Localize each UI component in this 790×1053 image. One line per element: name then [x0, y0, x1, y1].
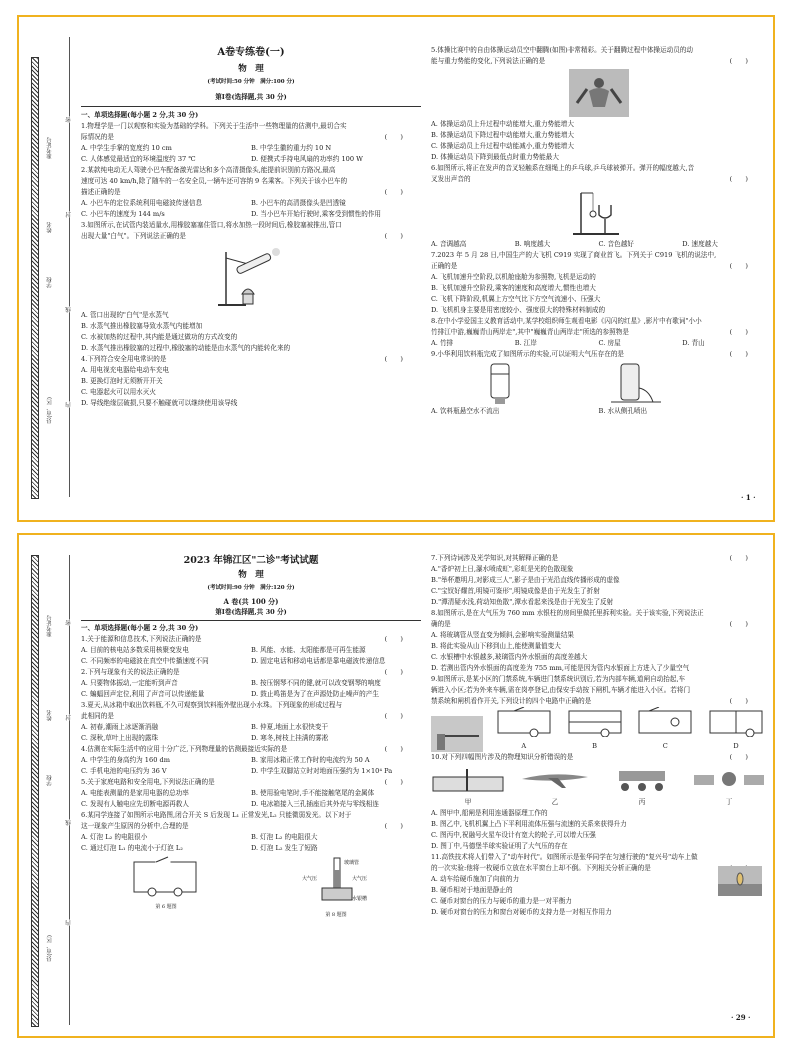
fig10-label: 甲	[464, 798, 472, 806]
coin-on-sill-photo	[718, 866, 762, 896]
right-column	[431, 45, 766, 417]
option: D. 青山	[682, 339, 705, 347]
binding-strip	[31, 57, 39, 499]
figure-caption: 第 6 题图	[155, 904, 177, 910]
side-mark: 内	[66, 402, 72, 408]
option: A. 饮料瓶悬空水不流出	[431, 407, 500, 415]
bottle-figure-a	[431, 360, 581, 406]
fig8-label: 大气压	[302, 876, 318, 882]
answer-blank: ( )	[384, 822, 403, 830]
answer-blank: ( )	[729, 350, 748, 358]
question-2: 2.某款纯电动无人驾驶小巴车配备激光雷达和多个高清摄像头,能提前识别前方路况,最高	[81, 166, 336, 174]
option: D. 当小巴车开始行驶时,乘客受到惯性的作用	[251, 210, 382, 218]
torricelli-figure-8	[296, 856, 376, 906]
question-7: 7.下列诗词涉及光学知识,对其解释正确的是	[431, 554, 559, 562]
option: C. 体操运动员上升过程中动能减小,重力势能增大	[431, 142, 574, 150]
right-column	[431, 553, 766, 918]
exam-info: (考试时间:50 分钟 满分:100 分)	[207, 79, 295, 85]
option: C. 小巴车的速度为 144 m/s	[81, 210, 165, 218]
circuit-label: B	[592, 742, 597, 750]
option: B. 将此实验从山下移到山上,能使测量值变大	[431, 642, 561, 650]
option: C. 手机电池的电压约为 36 V	[81, 767, 167, 775]
magdeburg-figure	[692, 763, 766, 793]
left-column	[81, 553, 421, 921]
question-1: 1.物理学是一门以观察和实验为基础的学科。下列关于生活中一些物理量的估测中,最切合实	[81, 122, 347, 130]
circuit-label: D	[733, 742, 739, 750]
option: A."香炉初上日,瀑水喷成虹",彩虹是光的色散现象	[431, 565, 574, 573]
question-3: 3.如图所示,在试管内装适量水,用橡胶塞塞住管口,将水加热一段时间后,橡胶塞被推出,管口	[81, 221, 342, 229]
subject: 物 理	[238, 64, 264, 74]
part-title: 第Ⅰ卷(选择题,共 30 分)	[215, 608, 287, 616]
option: A. 将玻璃管从竖直变为倾斜,会影响实验测量结果	[431, 631, 574, 639]
answer-blank: ( )	[384, 133, 403, 141]
option: B. 小巴车的高清摄像头是凹透镜	[251, 199, 346, 207]
side-label-school: 学校	[47, 775, 53, 786]
side-label-exam-number: 准考证号	[47, 615, 53, 637]
question-9: 9.小华利用饮料瓶完成了如图所示的实验,可以证明大气压存在的是	[431, 350, 625, 358]
answer-blank: ( )	[384, 635, 403, 643]
section-heading: 一、单项选择题(每小题 2 分,共 30 分)	[81, 624, 199, 632]
option: A. 用电视充电器给电动车充电	[81, 366, 170, 374]
side-label-school: 学校	[47, 277, 53, 288]
option: A. 电能表测量的是家用电器的总功率	[81, 789, 189, 797]
question-8: 8.如图所示,是在大气压为 760 mm 水银柱的房间里做托里拆利实验。关于该实验,下列说法正	[431, 609, 704, 617]
test-tube-figure	[216, 244, 286, 308]
option: D. 灯泡 L₂ 发生了短路	[251, 844, 318, 852]
option: C."宝钗好耀首,明镜可鉴形",明镜成像是由于光发生了折射	[431, 587, 600, 595]
question-1-cont: 际情况的是	[81, 133, 114, 141]
side-mark: 密	[66, 620, 72, 626]
page-number: · 29 ·	[731, 1013, 751, 1022]
side-mark: 封	[66, 715, 72, 721]
option: C. 飞机下降阶段,机翼上方空气比下方空气流速小、压强大	[431, 295, 601, 303]
question-11-cont: 的一次实验:他将一枚硬币立放在水平窗台上却不倒。下列相关分析正确的是	[431, 864, 651, 872]
page-number: · 1 ·	[741, 493, 756, 502]
fig8-label: 大气压	[352, 876, 368, 882]
option: A. 目前的核电站多数采用核聚变发电	[81, 646, 189, 654]
question-6-cont: 这一现象产生原因的分析中,合理的是	[81, 822, 189, 830]
option: B. 更换灯泡时无须断开开关	[81, 377, 163, 385]
exam-info: (考试时间:90 分钟 满分:120 分)	[207, 585, 295, 591]
option: C. 人体感觉最适宜的环境温度约 37 ℃	[81, 155, 196, 163]
question-10: 10.对下列四幅图片涉及的物理知识分析错误的是	[431, 753, 574, 761]
question-9: 9.如图所示,是某小区的门禁系统,车辆进门禁系统识别后,若为内部车辆,道闸自动抬起,车	[431, 675, 686, 683]
option: A. 中学生手掌的宽度约 10 cm	[81, 144, 172, 152]
option: A. 小巴车的定位系统利用电磁波传递信息	[81, 199, 203, 207]
option: A. 动车给硬币施加了向前的力	[431, 875, 520, 883]
option: A. 音调越高	[431, 240, 467, 248]
answer-blank: ( )	[384, 188, 403, 196]
question-7: 7.2023 年 5 月 28 日,中国生产的大飞机 C919 实现了商业首飞。下列关于 C919 飞机的说法中,	[431, 251, 717, 259]
option: A. 图甲中,船闸是利用连通器原理工作的	[431, 809, 548, 817]
question-9-cont: 辆进入小区;若为外来车辆,需在岗亭登记,由保安手动按下闸机,车辆才能进入小区。若将门	[431, 686, 691, 694]
answer-blank: ( )	[729, 175, 748, 183]
left-column	[81, 45, 421, 409]
question-6: 6.如图所示,将正在发声的音叉轻触系在细绳上的乒乓球,乒乓球被弹开。弹开的幅度越大,音	[431, 164, 695, 172]
option: B. 飞机加速升空阶段,乘客的速度和高度增大,惯性也增大	[431, 284, 596, 292]
question-6: 6.某同学连接了如图所示电路图,闭合开关 S 后发现 L₁ 正常发光,L₂ 只能微弱发光。以下对于	[81, 811, 352, 819]
option: D. 鼓止鸣笛是为了在声源处防止噪声的产生	[251, 690, 379, 698]
answer-blank: ( )	[384, 745, 403, 753]
option: B. 家用冰箱正常工作时的电流约为 50 A	[251, 756, 370, 764]
option: D. 飞机机身主要是用密度较小、强度很大的特殊材料制成的	[431, 306, 606, 314]
airplane-figure	[518, 763, 592, 793]
question-5: 5.关于家庭电路和安全用电,下列说法正确的是	[81, 778, 215, 786]
question-2-cont: 描述正确的是	[81, 188, 121, 196]
fig10-label: 乙	[551, 798, 559, 806]
circuit-option-c	[635, 707, 695, 737]
option: D."潭清疑水浅,荷动知鱼散",潭水看起来浅是由于光发生了反射	[431, 598, 614, 606]
option: B. 风能、水能、太阳能都是可再生能源	[251, 646, 366, 654]
option: D. 图丁中,马德堡半球实验证明了大气压的存在	[431, 842, 568, 850]
option: C. 发现有人触电应先切断电源再救人	[81, 800, 189, 808]
option: D. 寒冬,树枝上挂满的雾凇	[251, 734, 329, 742]
answer-blank: ( )	[729, 697, 748, 705]
question-3: 3.夏天,从冰箱中取出饮料瓶,不久可观察到饮料瓶外壁出现小水珠。下列现象的形成过程与	[81, 701, 343, 709]
answer-blank: ( )	[384, 355, 403, 363]
option: B. 水蒸气推出橡胶塞导致水蒸气内能增加	[81, 322, 203, 330]
side-label-name: 姓名	[47, 710, 53, 721]
circuit-label: C	[662, 742, 668, 750]
question-8-cont: 确的是	[431, 620, 451, 628]
option: C. 房屋	[598, 339, 621, 347]
circuit-label: A	[521, 742, 527, 750]
option: C. 蝙蝠回声定位,利用了声音可以传递能量	[81, 690, 205, 698]
option: C. 硬币对窗台的压力与硬币的重力是一对平衡力	[431, 897, 572, 905]
side-mark: 线	[66, 820, 72, 826]
gate-photo	[431, 716, 483, 752]
page-title: 2023 年锦江区"二诊"考试试题	[183, 555, 319, 566]
option: D. 电冰箱接入三孔插座后其外壳与零线相连	[251, 800, 379, 808]
question-3-cont: 出现大量"白气"。下列说法正确的是	[81, 232, 186, 240]
option: D. 中学生双脚站立时对地面压强约为 1×10⁴ Pa	[251, 767, 393, 775]
option: B. 江岸	[514, 339, 537, 347]
figure-caption: 第 8 题图	[325, 912, 347, 918]
gymnast-photo	[569, 69, 629, 117]
circuit-option-d	[706, 707, 766, 737]
option: C. 电器起火可以用水灭火	[81, 388, 156, 396]
option: A. 初春,潮雨上冰逐渐消融	[81, 723, 158, 731]
question-5: 5.体操比赛中的自由体操运动员空中翻腾(如图)非常精彩。关于翻腾过程中体操运动员的动	[431, 46, 693, 54]
side-mark: 线	[66, 307, 72, 313]
binding-line	[69, 37, 70, 497]
part-title: 第Ⅰ卷(选择题,共 30 分)	[215, 93, 287, 101]
question-11: 11.高铁技术将人们带入了"动车时代"。如图所示是张华同学在匀速行驶的"复兴号"动车上做	[431, 853, 698, 861]
binding-line	[69, 555, 70, 1025]
tuning-fork-figure	[569, 187, 629, 237]
option: B. 体操运动员下降过程中动能增大,重力势能增大	[431, 131, 575, 139]
question-4: 4.估测在实际生活中的应用十分广泛,下列物理量的估测最接近实际的是	[81, 745, 288, 753]
question-4: 4.下列符合安全用电常识的是	[81, 355, 167, 363]
option: D. 导线绝缘层破损,只要不触碰就可以继续使用该导线	[81, 399, 238, 407]
question-2-cont: 速度可达 40 km/h,除了随车的一名安全员,一辆车还可容纳 9 名乘客。下列关于该小巴车的	[81, 177, 348, 185]
subject: 物 理	[238, 570, 264, 580]
option: C. 图丙中,祝融号火星车设计有宽大的轮子,可以增大压强	[431, 831, 596, 839]
question-3-cont: 此相同的是	[81, 712, 114, 720]
circuit-option-b	[565, 707, 625, 737]
answer-blank: ( )	[384, 668, 403, 676]
option: D. 速度越大	[682, 240, 718, 248]
option: C. 水被加热的过程中,其内能是通过做功的方式改变的	[81, 333, 238, 341]
side-mark: 密	[66, 117, 72, 123]
option: B. 中学生徽的重力约 10 N	[251, 144, 332, 152]
fig10-label: 丙	[638, 798, 646, 806]
option: B. 硬币相对于地面是静止的	[431, 886, 513, 894]
ship-lock-figure	[431, 763, 505, 793]
binding-strip	[31, 555, 39, 1027]
answer-blank: ( )	[729, 57, 748, 65]
option: B. 使用验电笔时,手不能接触笔尾的金属体	[251, 789, 375, 797]
option: C. 音色越好	[598, 240, 634, 248]
option: D. 便携式手持电风扇的功率约 100 W	[251, 155, 363, 163]
question-6-cont: 叉发出声音的	[431, 175, 471, 183]
exam-page-2	[17, 533, 775, 1038]
side-label-district: 县(市、区)	[47, 935, 53, 962]
side-label-name: 姓名	[47, 222, 53, 233]
option: B. 按压钢琴不同的键,就可以改变钢琴的响度	[251, 679, 381, 687]
mars-rover-figure	[605, 763, 679, 793]
option: B. 水从侧孔喷出	[598, 407, 648, 415]
side-mark: 内	[66, 920, 72, 926]
answer-blank: ( )	[729, 328, 748, 336]
side-label-exam-number: 准考证号	[47, 137, 53, 159]
option: A. 体操运动员上升过程中动能增大,重力势能增大	[431, 120, 574, 128]
section-heading: 一、单项选择题(每小题 2 分,共 30 分)	[81, 111, 199, 119]
option: C. 通过灯泡 L₁ 的电流小于灯泡 L₂	[81, 844, 183, 852]
fig8-label: 水银槽	[352, 896, 368, 902]
option: A. 管口出现的"白气"是水蒸气	[81, 311, 169, 319]
option: A. 只要物体振动,一定能听到声音	[81, 679, 178, 687]
page-title: A卷专练卷(一)	[217, 47, 285, 58]
question-8-cont: 竹排江中游,巍巍青山两岸走",其中"巍巍青山两岸走"所选的参照物是	[431, 328, 629, 336]
side-label-district: 县(市、区)	[47, 397, 53, 424]
answer-blank: ( )	[729, 620, 748, 628]
paper-a-title: A 卷(共 100 分)	[223, 597, 279, 606]
option: B. 仲夏,地面上水很快变干	[251, 723, 329, 731]
option: B. 响度越大	[514, 240, 551, 248]
option: D. 若测出管内外水银面的高度差为 755 mm,可能是因为管内水银面上方进入了少量空气	[431, 664, 690, 672]
circuit-option-a	[494, 707, 554, 737]
question-2: 2.下列与现象有关的说法正确的是	[81, 668, 180, 676]
question-9-cont: 禁系统和闸机看作开关,下列设计的四个电路中正确的是	[431, 697, 592, 705]
exam-page-1	[17, 15, 775, 522]
option: D. 固定电话和移动电话都是靠电磁波传递信息	[251, 657, 386, 665]
option: A. 竹排	[431, 339, 454, 347]
answer-blank: ( )	[384, 712, 403, 720]
side-mark: 封	[66, 212, 72, 218]
fig10-label: 丁	[725, 798, 733, 806]
question-8: 8.在中小学爱国主义教育活动中,某学校组织师生观看电影《闪闪的红星》,影片中有歌词"小小	[431, 317, 702, 325]
fig8-label: 玻璃管	[344, 860, 360, 866]
option: C. 水银槽中水银越多,玻璃管内外水银面的高度差越大	[431, 653, 588, 661]
answer-blank: ( )	[384, 778, 403, 786]
answer-blank: ( )	[729, 554, 748, 562]
question-5-cont: 能与重力势能的变化,下列说法正确的是	[431, 57, 546, 65]
option: A. 灯泡 L₂ 的电阻很小	[81, 833, 148, 841]
question-7-cont: 正确的是	[431, 262, 458, 270]
option: D. 水蒸气推出橡胶塞的过程中,橡胶塞的动能是由水蒸气的内能转化来的	[81, 344, 291, 352]
answer-blank: ( )	[729, 262, 748, 270]
option: A. 飞机加速升空阶段,以机舱座舱为参照物,飞机是运动的	[431, 273, 596, 281]
option: D. 体操运动员下降到最低点时重力势能最大	[431, 153, 559, 161]
circuit-figure-6	[126, 856, 206, 898]
option: D. 硬币对窗台的压力和窗台对硬币的支持力是一对相互作用力	[431, 908, 612, 916]
option: C. 深秋,草叶上出现的露珠	[81, 734, 159, 742]
option: B. 灯泡 L₂ 的电阻很大	[251, 833, 318, 841]
option: A. 中学生的身高约为 160 dm	[81, 756, 170, 764]
option: B."举杯邀明月,对影成三人",影子是由于光沿直线传播形成的虚像	[431, 576, 620, 584]
question-1: 1.关于能源和信息技术,下列说法正确的是	[81, 635, 202, 643]
answer-blank: ( )	[729, 753, 748, 761]
option: C. 不同频率的电磁波在真空中传播速度不同	[81, 657, 209, 665]
answer-blank: ( )	[384, 232, 403, 240]
option: B. 图乙中,飞机机翼上凸下平利用流体压强与流速的关系来获得升力	[431, 820, 627, 828]
bottle-figure-b	[581, 360, 731, 406]
